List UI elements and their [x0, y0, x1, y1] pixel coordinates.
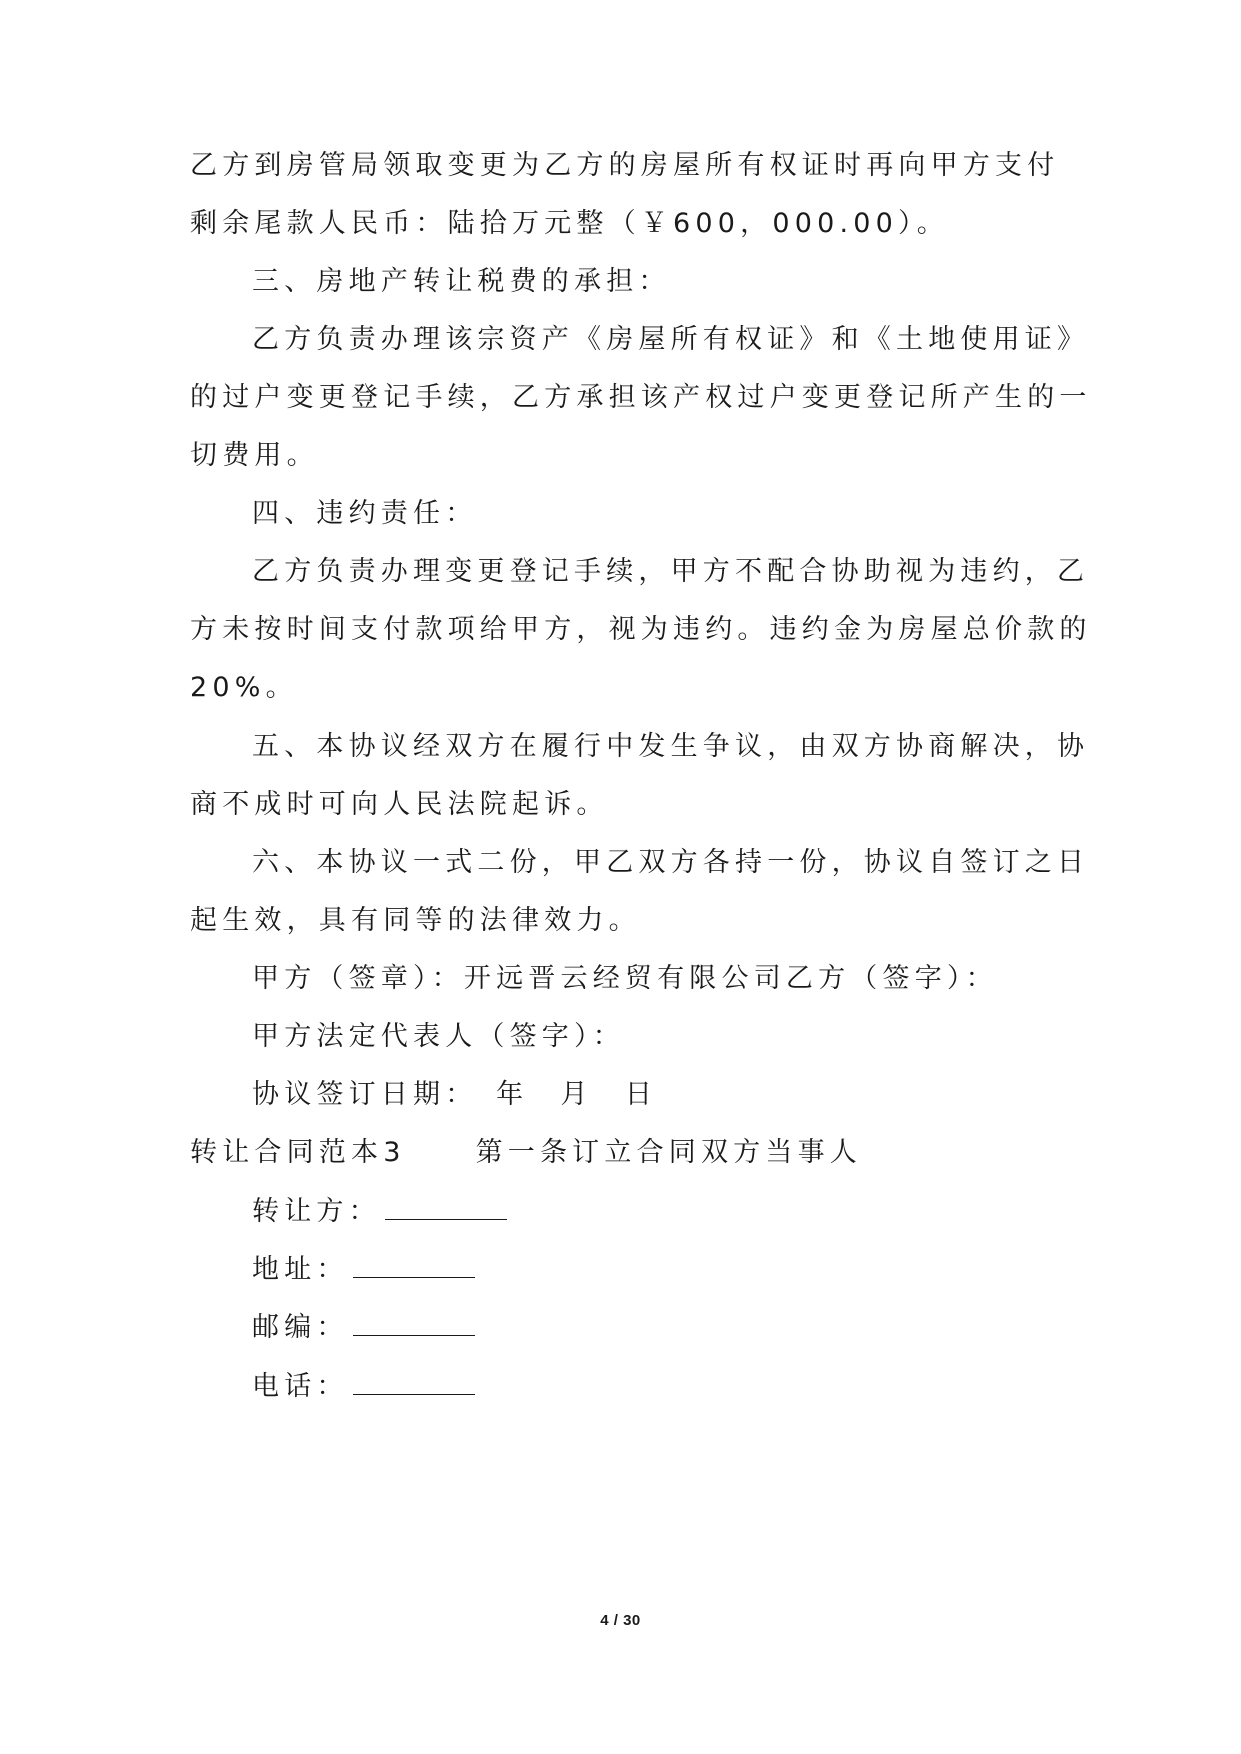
- section-heading: [190, 1139, 862, 1166]
- section-title: 转让合同范本3: [190, 1137, 406, 1168]
- field-postcode: [252, 1313, 475, 1341]
- field-label: 电话：: [252, 1371, 349, 1402]
- body-line: 20%。: [190, 672, 298, 703]
- field-transferor: [252, 1197, 507, 1225]
- fill-in-blank[interactable]: [353, 1255, 475, 1278]
- body-line: 乙方负责办理该宗资产《房屋所有权证》和《土地使用证》: [252, 324, 1090, 355]
- clause-heading: 三、房地产转让税费的承担：: [252, 266, 671, 297]
- fill-in-blank[interactable]: [353, 1313, 475, 1336]
- fill-in-blank[interactable]: [353, 1372, 475, 1395]
- signing-date-line: 协议签订日期： 年 月 日: [252, 1079, 658, 1110]
- field-phone: [252, 1372, 475, 1400]
- signature-line: 甲方法定代表人（签字）：: [252, 1021, 625, 1052]
- body-line: 六、本协议一式二份，甲乙双方各持一份，协议自签订之日: [252, 847, 1090, 878]
- field-label: 转让方：: [252, 1196, 381, 1227]
- fill-in-blank[interactable]: [385, 1197, 507, 1220]
- section-subtitle: 第一条订立合同双方当事人: [475, 1137, 862, 1168]
- body-line: 乙方到房管局领取变更为乙方的房屋所有权证时再向甲方支付: [190, 150, 1060, 181]
- body-line: 的过户变更登记手续，乙方承担该产权过户变更登记所产生的一: [190, 382, 1092, 413]
- page-number: 4 / 30: [600, 1612, 641, 1629]
- body-line: 商不成时可向人民法院起诉。: [190, 789, 609, 820]
- body-line: 乙方负责办理变更登记手续，甲方不配合协助视为违约，乙: [252, 556, 1090, 587]
- field-label: 邮编：: [252, 1312, 349, 1343]
- signature-line: 甲方（签章）：开远晋云经贸有限公司乙方（签字）：: [252, 963, 998, 994]
- body-line: 方未按时间支付款项给甲方，视为违约。违约金为房屋总价款的: [190, 614, 1092, 645]
- body-line: 五、本协议经双方在履行中发生争议，由双方协商解决，协: [252, 731, 1090, 762]
- body-line: 切费用。: [190, 440, 319, 471]
- field-label: 地址：: [252, 1254, 349, 1285]
- field-address: [252, 1255, 475, 1283]
- body-line: 剩余尾款人民币：陆拾万元整（￥600，000.00）。: [190, 208, 949, 239]
- clause-heading: 四、违约责任：: [252, 498, 478, 529]
- body-line: 起生效，具有同等的法律效力。: [190, 905, 641, 936]
